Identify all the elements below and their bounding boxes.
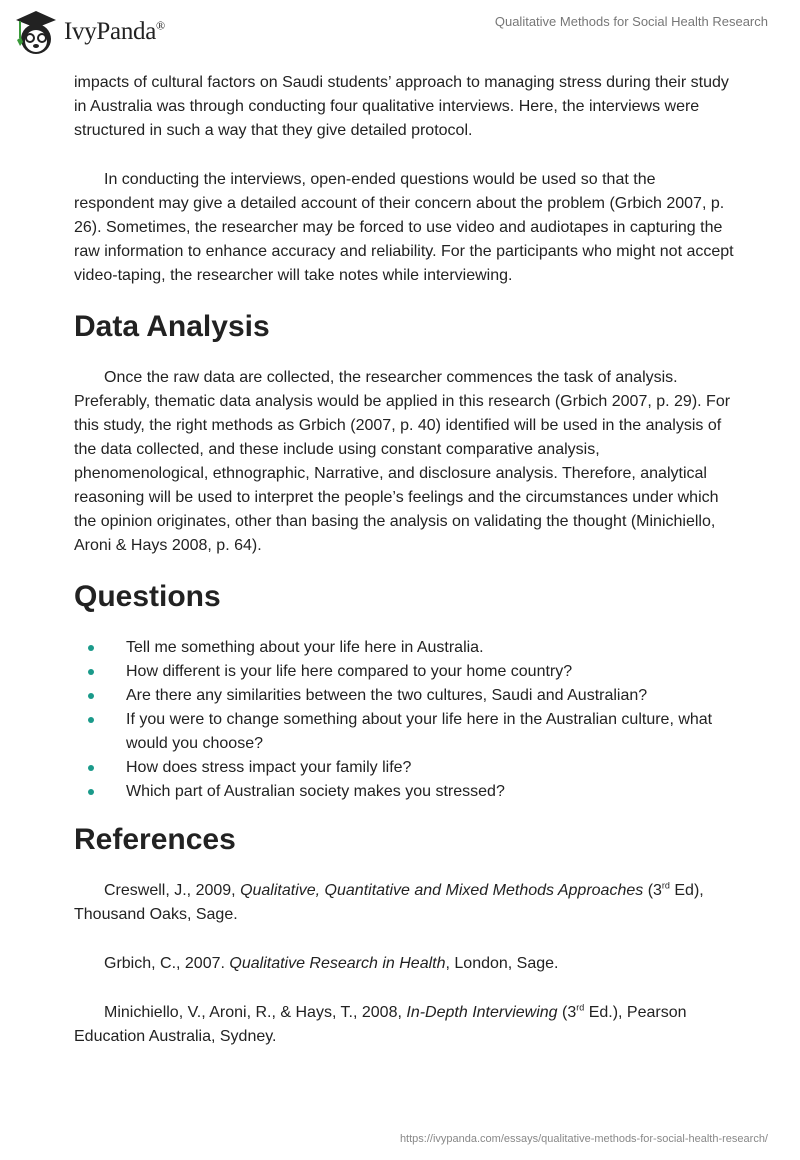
reference-item: Grbich, C., 2007. Qualitative Research in Health, London, Sage.: [104, 955, 559, 972]
list-item: How does stress impact your family life?: [126, 756, 734, 780]
questions-list: [74, 636, 734, 804]
bullet-icon: [88, 645, 94, 651]
reference-item: Minichiello, V., Aroni, R., & Hays, T., 2008, In-Depth Interviewing (3rd Ed.), Pearson Education Australia, Sydney.: [74, 1002, 687, 1045]
section-heading-references: References: [74, 823, 236, 856]
section-heading-questions: Questions: [74, 580, 221, 613]
ivypanda-logo[interactable]: [12, 8, 165, 56]
reference-item: Creswell, J., 2009, Qualitative, Quantitative and Mixed Methods Approaches (3rd Ed), Thousand Oaks, Sage.: [74, 880, 704, 923]
bullet-icon: [88, 717, 94, 723]
panda-logo-icon: [12, 8, 58, 56]
essay-content: [74, 71, 734, 1074]
list-item: Are there any similarities between the two cultures, Saudi and Australian?: [126, 684, 734, 708]
bullet-icon: [88, 669, 94, 675]
paragraph: Once the raw data are collected, the researcher commences the task of analysis. Preferably, thematic data analysis would be applied in this research (Grbich 2007, p. 29). For this study, the right methods as Grbich (2007, p. 40) identified will be used in the analysis of the data collected, and these include using constant comparative analysis, phenomenological, ethnographic, Narrative, and disclosure analysis. Therefore, analytical reasoning will be used to interpret the people’s feelings and the circumstances under which the opinion originates, other than basing the analysis on validating the thought (Minichiello, Aroni & Hays 2008, p. 64).: [74, 369, 731, 554]
bullet-icon: [88, 789, 94, 795]
paragraph: In conducting the interviews, open-ended questions would be used so that the respondent may give a detailed account of their concern about the problem (Grbich 2007, p. 26). Sometimes, the researcher may be forced to use video and audiotapes in capturing the raw information to enhance accuracy and reliability. For the participants who might not accept video-taping, the researcher will take notes while interviewing.: [74, 171, 734, 284]
bullet-icon: [88, 693, 94, 699]
paragraph: impacts of cultural factors on Saudi students’ approach to managing stress during their study in Australia was through conducting four qualitative interviews. Here, the interviews were structured in such a way that they give detailed protocol.: [74, 74, 729, 139]
list-item: Tell me something about your life here in Australia.: [126, 636, 734, 660]
list-item: How different is your life here compared to your home country?: [126, 660, 734, 684]
section-heading-data-analysis: Data Analysis: [74, 310, 270, 343]
list-item: Which part of Australian society makes you stressed?: [126, 780, 734, 804]
source-url[interactable]: https://ivypanda.com/essays/qualitative-methods-for-social-health-research/: [399, 1133, 768, 1145]
document-title: Qualitative Methods for Social Health Research: [494, 14, 768, 29]
page-header: [0, 0, 800, 60]
logo-text: IvyPanda®: [64, 18, 165, 45]
bullet-icon: [88, 765, 94, 771]
list-item: If you were to change something about your life here in the Australian culture, what would you choose?: [126, 708, 734, 756]
